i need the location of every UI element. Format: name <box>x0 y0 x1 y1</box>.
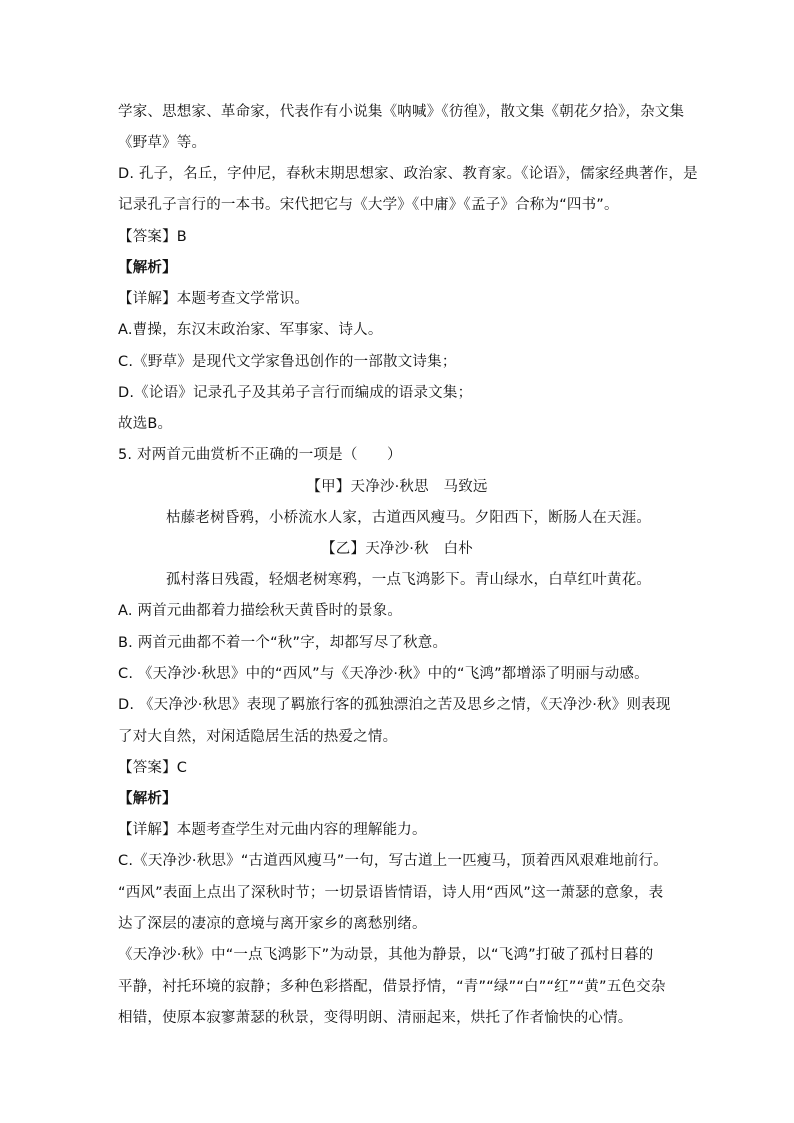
text-line: D. 孔子，名丘，字仲尼，春秋末期思想家、政治家、教育家。《论语》，儒家经典著作，是 <box>118 166 698 182</box>
poem-title-jia: 【甲】天净沙·秋思 马致远 <box>306 479 488 495</box>
option-a: A. 两首元曲都着力描绘秋天黄昏时的景象。 <box>118 603 403 619</box>
poem-text-jia: 枯藤老树昏鸦，小桥流水人家，古道西风瘦马。夕阳西下，断肠人在天涯。 <box>166 510 652 526</box>
text-line: 平静，衬托环境的寂静；多种色彩搭配，借景抒情，“青”“绿”“白”“红”“黄”五色交杂 <box>118 979 666 995</box>
option-c: C. 《天净沙·秋思》中的“西风”与《天净沙·秋》中的“飞鸿”都增添了明丽与动感。 <box>118 666 649 682</box>
text-line: 故选B。 <box>118 416 173 432</box>
text-line: C.《野草》是现代文学家鲁迅创作的一部散文诗集； <box>118 354 457 370</box>
text-line: A.曹操，东汉末政治家、军事家、诗人。 <box>118 322 383 338</box>
detail-label: 【详解】本题考查学生对元曲内容的理解能力。 <box>118 822 427 838</box>
text-line: 《野草》等。 <box>118 135 207 151</box>
poem-title-yi: 【乙】天净沙·秋 白朴 <box>321 541 473 557</box>
text-line: 相错，使原本寂寥萧瑟的秋景，变得明朗、清丽起来，烘托了作者愉快的心情。 <box>118 1010 633 1026</box>
answer-label: 【答案】B <box>118 229 187 245</box>
poem-text-yi: 孤村落日残霞，轻烟老树寒鸦，一点飞鸿影下。青山绿水，白草红叶黄花。 <box>166 572 652 588</box>
answer-label: 【答案】C <box>118 760 188 776</box>
text-line: C.《天净沙·秋思》“古道西风瘦马”一句，写古道上一匹瘦马，顶着西风艰难地前行。 <box>118 853 668 869</box>
question-stem: 5. 对两首元曲赏析不正确的一项是（ ） <box>118 447 402 463</box>
text-line: “西风”表面上点出了深秋时节；一切景语皆情语，诗人用“西风”这一萧瑟的意象，表 <box>118 885 664 901</box>
text-line: 达了深层的凄凉的意境与离开家乡的离愁别绪。 <box>118 916 427 932</box>
text-line: 记录孔子言行的一本书。宋代把它与《大学》《中庸》《孟子》合称为“四书”。 <box>118 197 619 213</box>
analysis-label: 【解析】 <box>118 260 177 276</box>
option-d-cont: 了对大自然，对闲适隐居生活的热爱之情。 <box>118 729 398 745</box>
detail-label: 【详解】本题考查文学常识。 <box>118 291 310 307</box>
text-line: D.《论语》记录孔子及其弟子言行而编成的语录文集； <box>118 385 473 401</box>
text-line: 《天净沙·秋》中“一点飞鸿影下”为动景，其他为静景，以“飞鸿”打破了孤村日暮的 <box>118 947 654 963</box>
option-d: D. 《天净沙·秋思》表现了羁旅行客的孤独漂泊之苦及思乡之情，《天净沙·秋》则表现 <box>118 697 671 713</box>
analysis-label: 【解析】 <box>118 791 177 807</box>
text-line: 学家、思想家、革命家，代表作有小说集《呐喊》《彷徨》，散文集《朝花夕拾》，杂文集 <box>118 104 685 120</box>
option-b: B. 两首元曲都不着一个“秋”字，却都写尽了秋意。 <box>118 635 448 651</box>
